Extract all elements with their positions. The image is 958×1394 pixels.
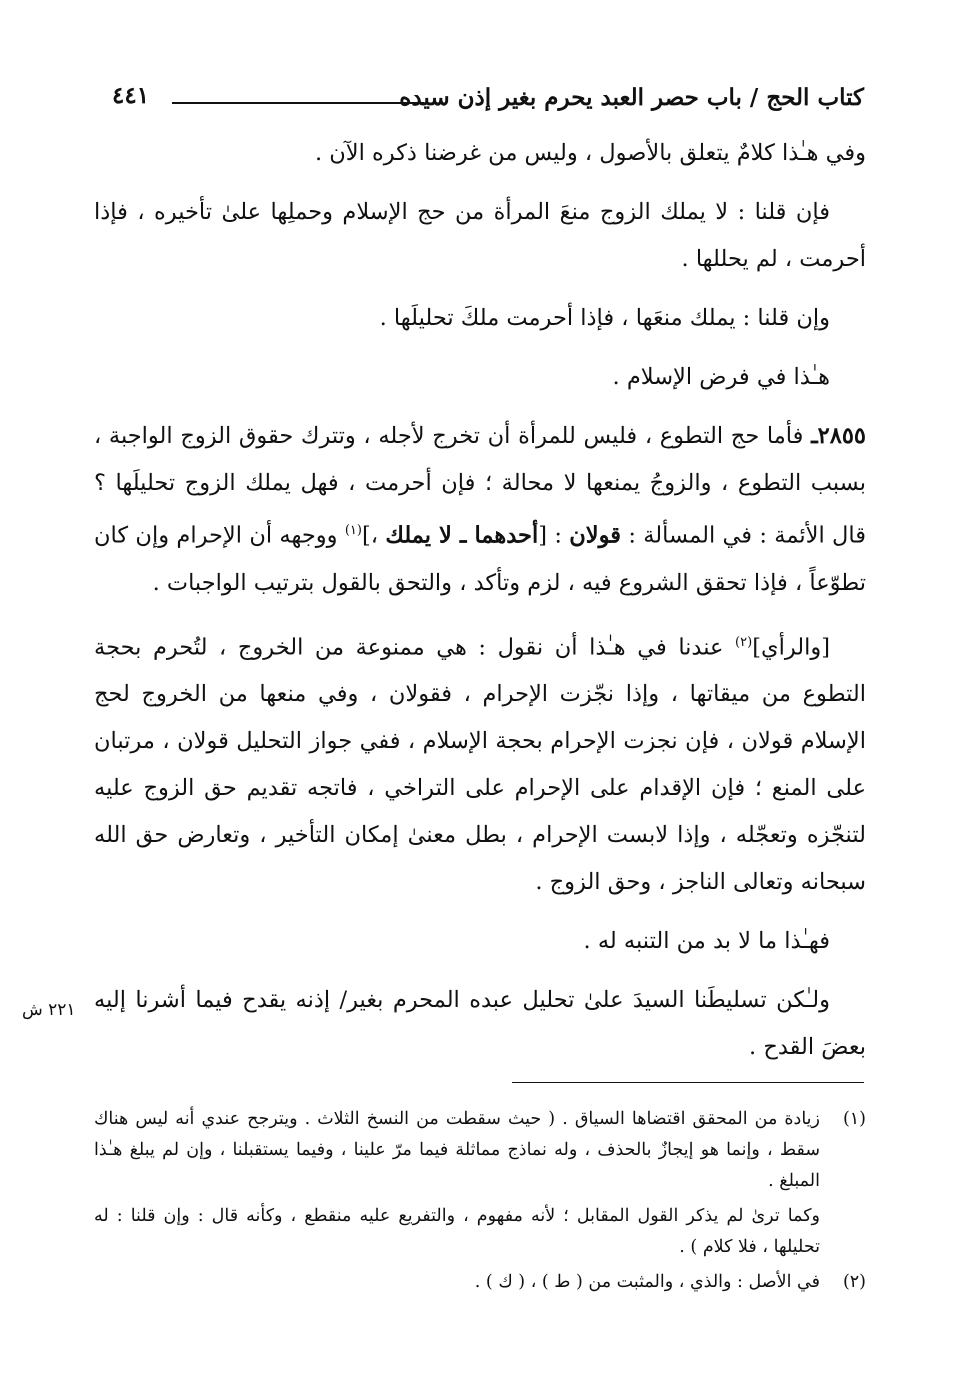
footnote-1 bbox=[94, 1104, 866, 1197]
header-rule bbox=[172, 102, 424, 104]
paragraph-5-text-d: ووجهه أن الإحرام وإن كان تطوّعاً ، فإذا تحقق الشروع فيه ، لزم وتأكد ، والتحق بالقول بترتيب الواجبات . bbox=[94, 522, 866, 596]
paragraph-2: فإن قلنا : لا يملك الزوج منعَ المرأة من حج الإسلام وحملِها علىٰ تأخيره ، فإذا أحرمت ، لم يحللها . bbox=[94, 199, 866, 272]
main-text bbox=[94, 130, 866, 1083]
paragraph-5 bbox=[94, 413, 866, 607]
footnote-1-text: زيادة من المحقق اقتضاها السياق . ( حيث سقطت من النسخ الثلاث . ويترجح عندي أنه ليس هناك سقط ، وإنما هو إيجازٌ بالحذف ، وله نماذج مماثلة فيما مرّ علينا ، وفيما يستقبلنا ، وإن لم يبلغ هـٰذا المبلغ . bbox=[94, 1109, 821, 1191]
paragraph-6-text-b: عندنا في هـٰذا أن نقول : هي ممنوعة من الخروج ، لتُحرم بحجة التطوع من ميقاتها ، وإذا نجّزت الإحرام ، فقولان ، وفي منعها من الخروج لحج الإسلام قولان ، فإن نجزت الإحرام بحجة الإسلام ، ففي جواز التحليل قولان ، مرتبان على المنع ؛ فإن الإقدام على الإحرام على التراخي ، فاتجه تقديم حق الزوج عليه لتنجّزه وتعجّله ، وإذا لابست الإحرام ، بطل معنىٰ إمكان التأخير ، وتعارض حق الله سبحانه وتعالى الناجز ، وحق الزوج . bbox=[94, 634, 866, 895]
footnote-separator bbox=[512, 1082, 864, 1083]
paragraph-5-text-c: ،] bbox=[361, 522, 386, 549]
issue-number: ٢٨٥٥ـ bbox=[811, 423, 866, 449]
footnote-2-text: في الأصل : والذي ، والمثبت من ( ط ) ، ( ك ) . bbox=[474, 1272, 820, 1292]
running-header bbox=[112, 80, 864, 120]
page-number: ٤٤١ bbox=[112, 82, 150, 109]
paragraph-7: فهـٰذا ما لا بد من التنبه له . bbox=[583, 928, 830, 954]
paragraph-5-text-b: : [ bbox=[538, 522, 570, 549]
footnotes bbox=[94, 1104, 866, 1302]
header-title: كتاب الحج / باب حصر العبد يحرم بغير إذن سيده bbox=[399, 84, 864, 111]
footnote-1-number: (١) bbox=[842, 1109, 866, 1129]
paragraph-6-text-a: [والرأي] bbox=[752, 634, 830, 660]
footnote-1-continuation: وكما ترىٰ لم يذكر القول المقابل ؛ لأنه مفهوم ، والتفريع عليه منقطع ، وكأنه قال : وإن قلنا : له تحليلها ، فلا كلام ) . bbox=[94, 1206, 820, 1257]
paragraph-8: ولـٰكن تسليطَنا السيدَ علىٰ تحليل عبده المحرم بغير/ إذنه يقدح فيما أشرنا إليه بعضَ القدح . bbox=[94, 987, 866, 1060]
paragraph-1: وفي هـٰذا كلامٌ يتعلق بالأصول ، وليس من غرضنا ذكره الآن . bbox=[314, 140, 866, 166]
paragraph-4: هـٰذا في فرض الإسلام . bbox=[612, 364, 830, 390]
paragraph-5-text-a: فأما حج التطوع ، فليس للمرأة أن تخرج لأجله ، وتترك حقوق الزوج الواجبة ، بسبب التطوع ، والزوجُ يمنعها لا محالة ؛ فإن أحرمت ، فهل يملك الزوج تحليلَها ؟ قال الأئمة : في المسألة : bbox=[94, 423, 866, 549]
footnote-ref-2: (٢) bbox=[735, 634, 753, 650]
paragraph-3: وإن قلنا : يملك منعَها ، فإذا أحرمت ملكَ تحليلَها . bbox=[379, 305, 830, 331]
margin-manuscript-note: ٢٢١ ش bbox=[22, 1000, 76, 1020]
footnote-2-number: (٢) bbox=[842, 1272, 866, 1292]
paragraph-6 bbox=[94, 619, 866, 907]
footnote-2 bbox=[94, 1267, 866, 1298]
paragraph-5-bold-2: أحدهما ـ لا يملك bbox=[385, 522, 539, 549]
footnote-ref-1: (١) bbox=[344, 523, 362, 538]
paragraph-5-bold-1: قولان bbox=[569, 522, 621, 549]
